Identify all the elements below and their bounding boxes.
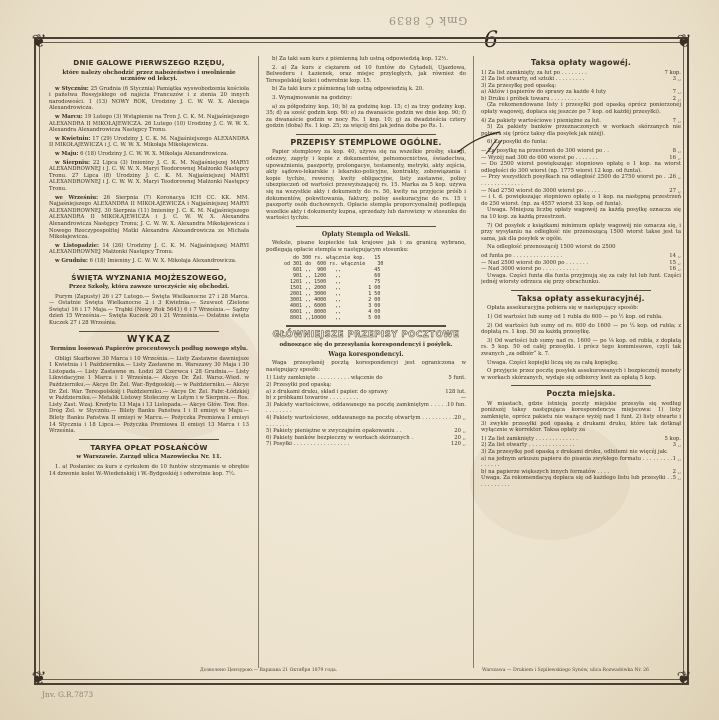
messenger-tariff-subheading: w Warszawie. Zarząd ulica Mazowiecka Nr. 11. xyxy=(76,454,222,461)
weight-row xyxy=(266,395,466,402)
insurance-heading: Taksa opłaty assekuracyjnéj. xyxy=(517,293,645,303)
fee-row-value: 27 ,, xyxy=(669,187,681,194)
printer-imprint: Warszawa — Drukiem i Szpilewskiego Synów, ulica Rozwadówka Nr. 26 xyxy=(482,668,649,673)
weight-text: Waga przesyłanéj pocztą korespondencyi jest ograniczona w następujący sposób: xyxy=(266,360,466,373)
fee-row xyxy=(481,194,681,207)
weight-list xyxy=(266,375,466,448)
fraction-remark: Uwaga. Części funta dla funta przyjmują się za cały łut lub funt. Części jednéj wiorsty odrzuca się przy obrachunku. xyxy=(481,272,681,286)
postal-rules-heading: GŁÓWNIEJSZE PRZEPISY POCZTOWE xyxy=(272,330,460,341)
tariff-entry: 2. a) Za kurs z ciężarem od 10 funtów do Cytadeli, Ujazdowa, Belwederu i Łazienek, oraz miejsc przyległych, jak również do Terespolskiéj kolei i odwrotnie kop. 15. xyxy=(266,64,466,84)
holidays-heading: DNIE GALOWE PIERWSZEGO RZĘDU, xyxy=(73,58,225,67)
insurance-text: Opłata assekuracyjna pobiera się w następujący sposób: xyxy=(487,305,639,312)
city-post-list xyxy=(481,436,681,476)
section-separator xyxy=(79,269,219,270)
inventory-stamp-top: Gmk Č 8839 xyxy=(388,14,468,27)
weight-row-value: 120 ,, xyxy=(450,441,466,448)
section-separator xyxy=(296,134,436,135)
tariff-entry: 3. Wynajmowanie na godziny: xyxy=(272,94,352,101)
fee-row xyxy=(481,155,681,162)
weight-fee-note-2: 5) Za pakiety banków przeznaczonych w workach skórzanych nie pobiera się (prócz taksy dla posyłek jak niżéj). xyxy=(481,124,681,137)
tariff-entry: a) za półgodziny kop. 10; b) za godzinę kop. 15; c) za trzy godziny kop. 35; d) za sześć godzin kop. 60; e) za dwanaście godzin we dnie kop. 90; f) za dwanaście godzin w nocy Rs. 1 kop. 10; g) za dwadzieścia cztery godzin (doba) Rs. 1 kop. 25; za więcéj dni jak jedna doba po Rs. 1. xyxy=(266,103,466,130)
city-post-remark: Uwaga. Za rekomendacyą dopłaca się od każdego listu lub przesyłki . . . . . . . . . . . 5 ,, xyxy=(481,475,681,488)
fee-row xyxy=(481,148,681,155)
weight-row-value: — xyxy=(460,395,466,402)
section-separator xyxy=(296,226,436,227)
weight-row xyxy=(266,441,466,448)
tariff-entry: b) Za taki sam kurs z piśmienną lub ustną odpowiedzią kop. 12½. xyxy=(272,56,449,62)
fee-row-value: 7 ,, xyxy=(672,89,681,96)
holiday-entry: w Styczniu: 25 Grudnia (6 Stycznia) Pamiątka wyswobodzenia kościoła i państwa Rossyjskiego od najścia Francuzów i z zienia 20 innych narodowości. 1 (13) NOWY ROK, Urodziny J. C. W. W. X. Alexieja Alexandrowicza. xyxy=(49,85,249,112)
weight-row-label: 5) Pakiety pieniężne w zwyczajném opakowaniu . . xyxy=(266,428,402,435)
holidays-list xyxy=(49,86,249,265)
holiday-entry: w Sierpniu: 22 Lipca (3) Imieniny J. C. K. M. Najjaśniejszej MARYI ALEXANDROWNEJ i J. C. W. W. X. Maryi Teodorownej Małżonki Następcy Tronu. 27 Lipca (8) Urodziny J. C. K. M. Najjaśniejszej MARYI ALEXANDROWNEJ i J. C. W. W. X. Maryi Teodorownej Małżonki Następcy Tronu. xyxy=(49,159,249,192)
draws-heading: WYKAZ xyxy=(127,333,171,345)
jewish-holidays-subheading: Przez Szkoły, która zawsze uroczyście się obchodzi. xyxy=(68,284,230,291)
fee-row-label: — Nad 2500 wiorst do 3000 po . . . . . . . xyxy=(481,259,589,266)
weight-row-value: 5 funt. xyxy=(448,375,466,382)
weight-row-value: 128 lut. xyxy=(445,388,466,395)
messenger-tariff-heading: TARYFA OPŁAT POSŁAŃCÓW xyxy=(90,442,208,452)
fee-row-value: 16 ,, xyxy=(669,154,681,161)
weight-fee-note: (Za rekomendowane listy i przesyłki pod opaską oprócz ponierzonéj opłaty wagowéj, dopłaca się jeszcze po 7 kop. od każdéj przesyłki). xyxy=(481,102,681,116)
fee-row-label: 2) Za list otwarty . . . . . . . . . . . . . . xyxy=(481,442,575,449)
fee-row-value: 26 ,, xyxy=(669,174,681,181)
weight-row-value: 10 fun. xyxy=(447,401,466,408)
holiday-entry: w Marcu: 19 Lutego (3) Wstąpienie na Tron J. C. K. M. Najjaśniejszego ALEXANDRA II MIKOŁAJEWICZA. 26 Lutego (10) Urodziny J. C. W. W. X. Alexandra Alexandrowicza Następcy Tronu. xyxy=(49,114,249,134)
fee-row-label: — Do 2500 wiorst powiększając stopniowo opłatę o 1 kop. na wiorst odległości do 300 wiorst (np. 1775 wiorst 12 kop. od funta). xyxy=(481,161,681,174)
holidays-subheading: które należy obchodzić przez nabożeństwo i uwolnienie uczniów od lekcyi. xyxy=(62,69,236,83)
section-separator xyxy=(511,290,651,291)
fee-row-label: b) Druku i próbek towaru . . . . . . . . . . xyxy=(481,95,584,102)
city-post-heading: Poczta miejska. xyxy=(546,389,616,399)
fee-row-value: 2 ,, xyxy=(672,95,681,102)
fee-row-label: od funta po . . . . . . . . . . . . . . . xyxy=(481,252,563,259)
fee-row-label: — Nad 3000 wiorst po . . . . . . . . . . . xyxy=(481,266,579,273)
weight-row-label: 7) Posyłki . . . . . . . . . . . . . . . . . xyxy=(266,441,350,448)
book-parcel-list xyxy=(481,253,681,273)
fee-row-label: — Za posyłkę na przestrzeń do 300 wiorst po . . xyxy=(481,148,609,155)
insurance-list xyxy=(481,314,681,358)
messenger-tariff-continued xyxy=(266,56,466,130)
book-parcel-distance: Na odległość przenoszącéj 1500 wiorst do 2500 xyxy=(487,244,616,251)
fee-row xyxy=(481,89,681,96)
fee-row xyxy=(481,266,681,273)
weight-fee-list xyxy=(481,70,681,103)
fee-row-value: 7 kop. xyxy=(664,69,681,76)
ornament-corner-icon: ❦ xyxy=(31,668,47,689)
weight-row-value: 20 ,, xyxy=(454,434,466,441)
fee-row-label: — Nad 2750 wiorst do 3000 wiorst po . . . . . xyxy=(481,187,600,194)
section-separator xyxy=(286,325,446,327)
ornament-corner-icon: ❦ xyxy=(676,31,692,52)
weight-row-label: a) z drukami druku, skład i papier. do sprawy xyxy=(266,388,388,395)
holiday-entry: w Kwietniu: 17 (29) Urodziny J. C. K. M. Najjaśniejszego ALEXANDRA II MIKOŁAJEWICZA i J. C. W. W. X. Mikołaja Mikołajewicza. xyxy=(49,135,249,149)
stamp-rules-text: Papier stemplowy za kop. 40, używa się na wszelkie prośby, skargi, odezwy, zapyty i kopie z dokumentów, pełnomocnictwa, świadectwa, upoważnienia, paszporty, prolongacye, testamenty, metryki, akty zejścia, akty sądowo-lekarskie i lekarsko-policyjne, kontrakty, zobowiązania i kopie tychże, rewersy, kwity obligacyjne, listy zastawne, polisy ubezpieczeń od wartości przewyższającéj rs. 15. Marka za 5 kop. używa się na wszystkie akty i dokumenty do rs. 50, kwity na przyjęcie próśb i dokumentów, pokwitowania, faktury, polisy asekuracyjne do rs. 15 i paszporty osób duchownych. Opłacie stempla proporcyonalnéj podlegają wszelkie akty i dokumenty kupna, sprzedaży lub darowizny w stosunku do wartości tychże. xyxy=(266,149,466,222)
weight-row-label: b) z próbkami towarów . . . . . . . . . xyxy=(266,395,359,402)
messenger-tariff-text: 1. a) Posłaniec za kurs z cyrkułem do 10 funtów strzymanie w obrębie 14 dzwonie kolei W.-Wiedeńskiéj i W.-Bydgoskiéj i odwrotnie kop. 7½. xyxy=(49,463,249,477)
insurance-entry: 3) Od wartości lub sumy nad rs. 1600 — po ⅛ kop. od rubla, z dopłatą rs. 5 kop. 50 od całéj przesyłki. i prócz tego kommissowe, czyli tak zwanych „za odbiór“ k. 7. xyxy=(481,337,681,357)
bill-stamp-text: Weksle, pisane kupieckie tak krajowe jak i za granicą wybrano, podlegają opłacie stempla w następującym stosunku: xyxy=(266,239,466,253)
bill-stamp-heading: Opłaty Stempla od Weksli. xyxy=(321,230,411,238)
weight-row-label: 2) Przesyłki pod opaską: xyxy=(266,382,332,389)
weight-row-value: 20 ,, xyxy=(454,428,466,435)
fee-row-label: a) Aktów i papierów do sprawy za każde 4 łuty xyxy=(481,89,607,96)
fee-row xyxy=(481,161,681,174)
parcel-heading: 6) Za posyłki do funta: xyxy=(487,139,548,146)
holiday-entry: w Listopadzie: 14 (26) Urodziny J. C. K. M. Najjaśniejszej MARYI ALEXANDROWNEJ Małżonki Następcy Tronu. xyxy=(49,242,249,256)
jewish-holidays-text: Purym (Zapusty) 26 i 27 Lutego.— Święta Wielkanocne 27 i 28 Marca.— Ostatnie Święta Wielkanocne 2 i 3 Kwietnia.— Szuwuot (Zielone Święta) 16 i 17 Maja.— Trąbki (Nowy Rok 5641) 6 i 7 Września.— Sądny dzień 15 Września.— Święta Kuczek 20 i 21 Września.— Ostatnie święta Kuczek 27 i 28 Września. xyxy=(49,293,249,326)
fee-row xyxy=(481,469,681,476)
fee-row xyxy=(481,260,681,267)
fee-row-label: a) na jednym arkuszu papieru do pisania zwykłego formatu . . . . . . . . . . . . . . . xyxy=(481,455,673,469)
ornament-corner-icon: ❦ xyxy=(676,668,692,689)
weight-row xyxy=(266,402,466,415)
inventory-stamp-bottom: Jnv. G.R.7873 xyxy=(42,690,94,699)
fee-row-value: 8 ,, xyxy=(672,148,681,155)
fee-row-label: 4) Za pakiety wartościowe i pieniężne za łut. xyxy=(481,117,601,124)
fee-row xyxy=(481,174,681,187)
weight-row xyxy=(266,428,466,435)
fee-row-value: 14 ,, xyxy=(669,252,681,259)
fee-row-label: — i t. d. powiększając stopniowo opłatę o 1 kop. na następną przestrzeń do 250 wiorst. (np. za 4557 wiorst 33 kop. od funta). xyxy=(481,194,681,207)
fee-row-label: 1) Za list zamknięty . . . . . . . . . . . . . xyxy=(481,435,578,442)
fee-row-label: — Przy wszystkich posyłkach na odległość 2500 do 2750 wiorst po . . . . . . . . . . . . . . . xyxy=(481,174,670,187)
weight-row xyxy=(266,382,466,389)
parcel-fee-list xyxy=(481,148,681,207)
column-middle xyxy=(266,56,466,668)
fee-row xyxy=(481,456,681,469)
tariff-entry: b) Za taki kurs z piśmienną lub ustną odpowiedzią k. 20. xyxy=(272,86,424,93)
book-parcel-text: 7) Od posyłek z książkami minimum opłaty wagowéj nie oznacza się, i przy wysyłaniu na odległość nie przenoszącą 1500 wiorst takse jest ta sama, jak dla posyłek w ogóle. xyxy=(481,222,681,242)
draws-text: Obligi Skarbowe 30 Marca i 10 Września.— Listy Zastawne dawniejsze 1 Kwietnia i 1 Października.— Listy Zastawne m. Warszawy 30 Maja i 30 Listopada.— Listy Zastawne m. Łodzi 28 Czerwca i 28 Grudnia.— Listy Likwidacyjne 1 Marca i 1 Września.— Akcye Dr. Żel. Warsz.-Wied. w Październiku.— Akcye Dr. Żel. War.-Bydgoskiéj.— w Październiku.— Akcye Dr. Żel. War. Terespolskiéj i Październiku.— Akcye Dr. Żel. Fabr.-Łódzkiéj w Październiku.— Metalik Listowy Stołeczny w Lutym i w Sierpniu.— Ros. Listy Zast. Wzaj. Kredytu 13 Maja i 13 Listopada.— Akcye Głów. Tow. Ros. Dróg Żel. w Styczniu.— Bilety Banku Państwa I i II emisyi w Maju.— Bilety Banku Państwa II emisyi w Marcu.— Pożyczka Premiowa I emisyi 14 Stycznia i 18 Lipca.— Pożyczka Premiowa II emisyi 13 Marca i 13 Września. xyxy=(49,355,249,435)
fee-row-value: 16 ,, xyxy=(669,266,681,273)
ornament-corner-icon: ❦ xyxy=(31,31,47,52)
fee-row-value: 1 ,, xyxy=(672,455,681,462)
holiday-entry: w Maju: 6 (18) Urodziny J. C. W. W. X. Mikołaja Alexandrowicza. xyxy=(55,151,229,158)
insurance-entry: 1) Od wartości lub sumy od 1 rubla do 600 — po ½ kop. od rubla. xyxy=(487,314,663,320)
fee-row-label: 3) Za przesyłkę pod opaską: xyxy=(481,82,557,89)
fee-row-value: 2 ,, xyxy=(672,468,681,475)
section-separator xyxy=(79,439,219,440)
censorship-imprint: Дозволено Цензурою.— Варшава 21 Октября 1879 года. xyxy=(200,668,338,673)
draws-subheading: Terminu losowań Papierów procentowych podług nowego stylu. xyxy=(50,346,248,353)
fee-row xyxy=(481,253,681,260)
weight-row-label: 1) Listy zamknięte . . . . . . . . . . włącznie do xyxy=(266,375,383,382)
fee-row xyxy=(481,442,681,449)
weight-heading: Waga korespondencyi. xyxy=(328,351,404,359)
fee-row-label: 2) Za list otwarty, od sztuki . . . . . . . . . xyxy=(481,76,585,83)
parcel-remark: Uwaga. Mniejszą liczbę opłaty wagowéj za każdą posyłkę oznacza się na 10 kop. za każdą przestrzeń. xyxy=(481,207,681,220)
column-divider xyxy=(258,56,259,668)
insurance-remark: Uwaga. Części kopiejki liczą się za całą kopiejkę. xyxy=(487,359,619,366)
column-left xyxy=(49,56,249,668)
fee-row-value: 5 kop. xyxy=(664,435,681,442)
weight-row-value: 20 ,, xyxy=(454,415,466,421)
fee-row xyxy=(481,76,681,83)
weight-row-label: 3) Pakiety wartościowe, oddawanego na pocztę zamkniętym . . . . . . . . . . . . . xyxy=(266,401,448,415)
holiday-entry: we Wrześniu: 26 Sierpnia (7) Koronacya ICH CC. KK. MM. Najjaśniejszego ALEXANDRA II MIKOŁAJEWICZA i Najjaśniejszej MARYI ALEXANDROWNEJ. 30 Sierpnia (11) Imieniny J. C. K. M. Najjaśniejszego ALEXANDRA II MIKOŁAJEWICZA i J. C. W. W. X. Alexandra Alexandrowicza Następcy Tronu; J. C. W. W. X. Alexandra Mikołajewicza i Nowego Rzeczypospolitej Matki Alexandra Alexandrowicza ze Michała Mikołajewicza. xyxy=(49,194,249,241)
city-post-text: W miastach, gdzie istnieją poczty miejskie przesyła się według poniższéj taksy następująca korespondencya miejscowa: 1) listy zamknięte, oprócz pakietu nie ważące wyżéj nad 1 funt. 2) listy otwarte i 3) zwykłe przesyłki pod opaską z drukami druku, które tak dotknął wyłącznie w korrektor. Taksa opłaty za xyxy=(481,400,681,434)
weight-row xyxy=(266,415,466,428)
bill-stamp-table: do 300 rs. włącznie kop. 15 od 301 do 600 rs. włącznie 30 601 ,, 900 ,, 45 901 ,, 1200 ,, 60 1201 ,, 1500 ,, 75 1501 ,, 2000 ,, 1 00 2001 ,, 3000 ,, 1 50 3001 ,, 4000 ,, 2 00 4001 ,, 6000 ,, 3 00 6001 ,, 8000 ,, 4 00 8001 ,,10000 ,, 5 00 xyxy=(284,255,384,322)
fee-row-label: 1) Za list zamknięty, za łut po . . . . . . . . xyxy=(481,69,587,76)
weight-row-label: 6) Pakiety banków bezpieczny w workach skórzanych . xyxy=(266,434,414,441)
weight-fee-heading: Taksa opłaty wagowéj. xyxy=(531,58,631,67)
fee-row-value: 3 ,, xyxy=(672,442,681,449)
column-right xyxy=(481,56,681,668)
fee-row-value: 3 ,, xyxy=(672,76,681,83)
holiday-entry: w Grudniu: 6 (18) Imieniny J. C. W. W. X. Mikołaja Alexandrowicza. xyxy=(55,257,237,264)
fee-row-label: b) na papierze większych innych formatów . . . . xyxy=(481,468,610,475)
insurance-text-2: O przyjęcie przez pocztę posyłek assekurowanych i bezpiecznéj monety w workach skórzanych, wydaje się odbiorcy kwit za opłatą 5 kop. xyxy=(481,368,681,381)
fee-row xyxy=(481,449,681,456)
section-separator xyxy=(511,385,651,386)
postal-rules-subheading: odnoszące się do przesyłania korespondencyi i pośyłek. xyxy=(279,341,453,348)
section-separator xyxy=(79,331,219,332)
handwritten-number: 6 xyxy=(484,28,498,53)
insurance-entry: 2) Od wartości lub sumy od rs. 600 do 1600 — po ¼ kop. od rubla; z dopłatą rs. 1 kop. 50 za każdą przesyłkę. xyxy=(481,322,681,336)
fee-row-label: 3) Za przesyłkę pod opaską z drukami druku, odbitemi nie więcéj jak: xyxy=(481,449,668,455)
jewish-holidays-heading: ŚWIĘTA WYZNANIA MOJŻESZOWEGO, xyxy=(71,272,227,282)
fee-row-value: 7 ,, xyxy=(672,117,681,124)
fee-row-label: — Wyżéj nad 300 do 600 wiorst po . . . . . . . xyxy=(481,154,598,161)
stamp-rules-heading: PRZEPISY STEMPLOWE OGÓLNE. xyxy=(290,137,442,147)
fee-row-value: 15 ,, xyxy=(669,259,681,266)
weight-row-label: 4) Pakiety wartościowe, oddawanego na pocztę otwartym . . . . . . . . . . . . . . . . . xyxy=(266,415,455,428)
